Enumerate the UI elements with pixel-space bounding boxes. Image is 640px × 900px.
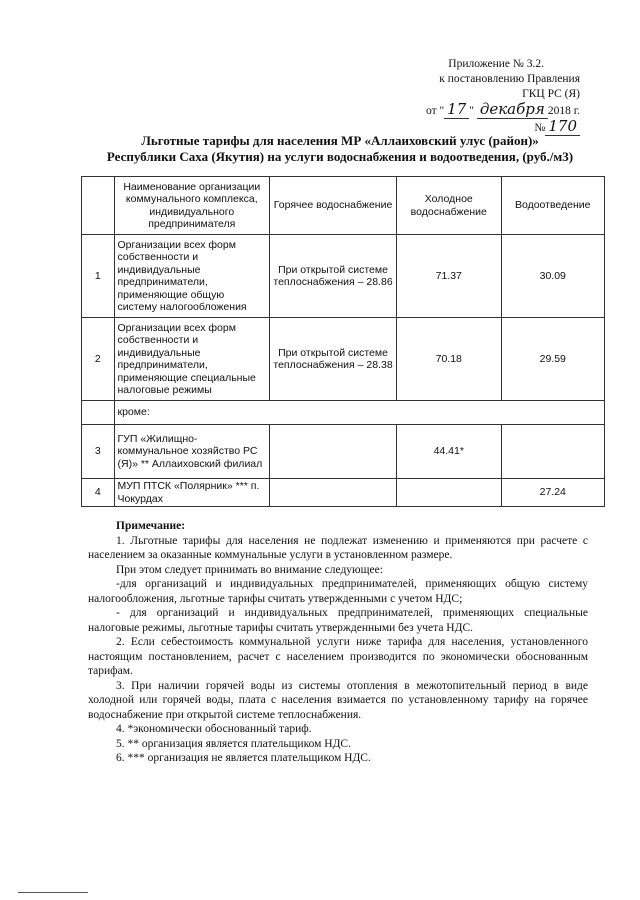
row-cold-water: 44.41* xyxy=(397,425,501,479)
row-hot-water xyxy=(270,425,397,479)
header-hot-water: Горячее водоснабжение xyxy=(270,177,397,235)
except-row xyxy=(82,401,605,425)
except-label: кроме: xyxy=(114,401,605,425)
table-row xyxy=(82,235,605,318)
table-header-row xyxy=(82,177,605,235)
note-3: 3. При наличии горячей воды из системы отопления в межотопительный период в виде холодной или горячей воды, плата с населения взимается по установленному тарифу на горячее водоснабжение при открытой системе теплоснабжения. xyxy=(88,679,588,721)
row-org: Организации всех форм собственности и индивидуальные предприниматели, применяющие общую систему налогообложения xyxy=(114,235,270,318)
header-org: Наименование организации коммунального комплекса, индивидуального предпринимателя xyxy=(114,177,270,235)
document-title xyxy=(60,133,620,165)
footer-divider xyxy=(18,892,88,893)
row-drainage: 27.24 xyxy=(501,479,605,507)
table-row xyxy=(82,425,605,479)
row-num: 3 xyxy=(82,425,115,479)
note-2: 2. Если себестоимость коммунальной услуги ниже тарифа для населения, установленного настоящим постановлением, расчет с населением производится по экономически обоснованным тарифам. xyxy=(88,636,588,677)
row-hot-water: При открытой системе теплоснабжения – 28.86 xyxy=(270,235,397,318)
tariff-table xyxy=(81,176,605,507)
except-num xyxy=(82,401,115,425)
note-4: 4. *экономически обоснованный тариф. xyxy=(116,723,312,735)
date-day: 17 xyxy=(444,100,469,119)
row-num: 1 xyxy=(82,235,115,318)
table-row xyxy=(82,479,605,507)
appendix-line-1: Приложение № 3.2. xyxy=(448,58,544,70)
row-drainage: 30.09 xyxy=(501,235,605,318)
row-org: ГУП «Жилищно-коммунальное хозяйство РС (Я)» ** Аллаиховский филиал xyxy=(114,425,270,479)
note-6: 6. *** организация не является плательщиком НДС. xyxy=(116,752,371,764)
date-year: 2018 г. № xyxy=(534,105,580,134)
header-num xyxy=(82,177,115,235)
appendix-date-line xyxy=(380,102,580,136)
row-cold-water: 71.37 xyxy=(397,235,501,318)
appendix-line-2: к постановлению Правления xyxy=(439,73,580,85)
header-drainage: Водоотведение xyxy=(501,177,605,235)
header-cold-water: Холодное водоснабжение xyxy=(397,177,501,235)
row-cold-water xyxy=(397,479,501,507)
note-1-special: - для организаций и индивидуальных предпринимателей, применяющих специальные налоговые режимы, льготные тарифы считать утвержденными без учета НДС. xyxy=(88,607,588,634)
note-1: 1. Льготные тарифы для населения не подлежат изменению и применяются при расчете с населением за оказанные коммунальные услуги в установленном размере. xyxy=(88,534,588,561)
row-num: 4 xyxy=(82,479,115,507)
row-org: МУП ПТСК «Полярник» *** п. Чокурдах xyxy=(114,479,270,507)
row-cold-water: 70.18 xyxy=(397,318,501,401)
date-mid: " xyxy=(469,105,477,117)
row-org: Организации всех форм собственности и индивидуальные предприниматели, применяющие специальные налоговые режимы xyxy=(114,318,270,401)
title-line-2: Республики Саха (Якутия) на услуги водоснабжения и водоотведения, (руб./м3) xyxy=(106,149,574,164)
row-hot-water: При открытой системе теплоснабжения – 28.38 xyxy=(270,318,397,401)
note-5: 5. ** организация является плательщиком НДС. xyxy=(116,737,351,750)
title-line-1: Льготные тарифы для населения МР «Аллаиховский улус (район)» xyxy=(141,133,539,148)
appendix-line-3: ГКЦ РС (Я) xyxy=(522,88,580,100)
notes-header: Примечание: xyxy=(116,520,186,532)
notes-section xyxy=(88,519,588,766)
appendix-block xyxy=(380,57,580,136)
row-drainage xyxy=(501,425,605,479)
row-hot-water xyxy=(270,479,397,507)
note-1-intro: При этом следует принимать во внимание следующее: xyxy=(116,563,383,576)
row-num: 2 xyxy=(82,318,115,401)
date-month: декабря xyxy=(477,100,548,119)
decree-number: 170 xyxy=(545,117,580,136)
row-drainage: 29.59 xyxy=(501,318,605,401)
note-1-general: -для организаций и индивидуальных предпринимателей, применяющих общую систему налогообложения, льготные тарифы считать утвержденными с учетом НДС; xyxy=(88,578,588,605)
date-prefix: от " xyxy=(425,105,445,117)
table-row xyxy=(82,318,605,401)
